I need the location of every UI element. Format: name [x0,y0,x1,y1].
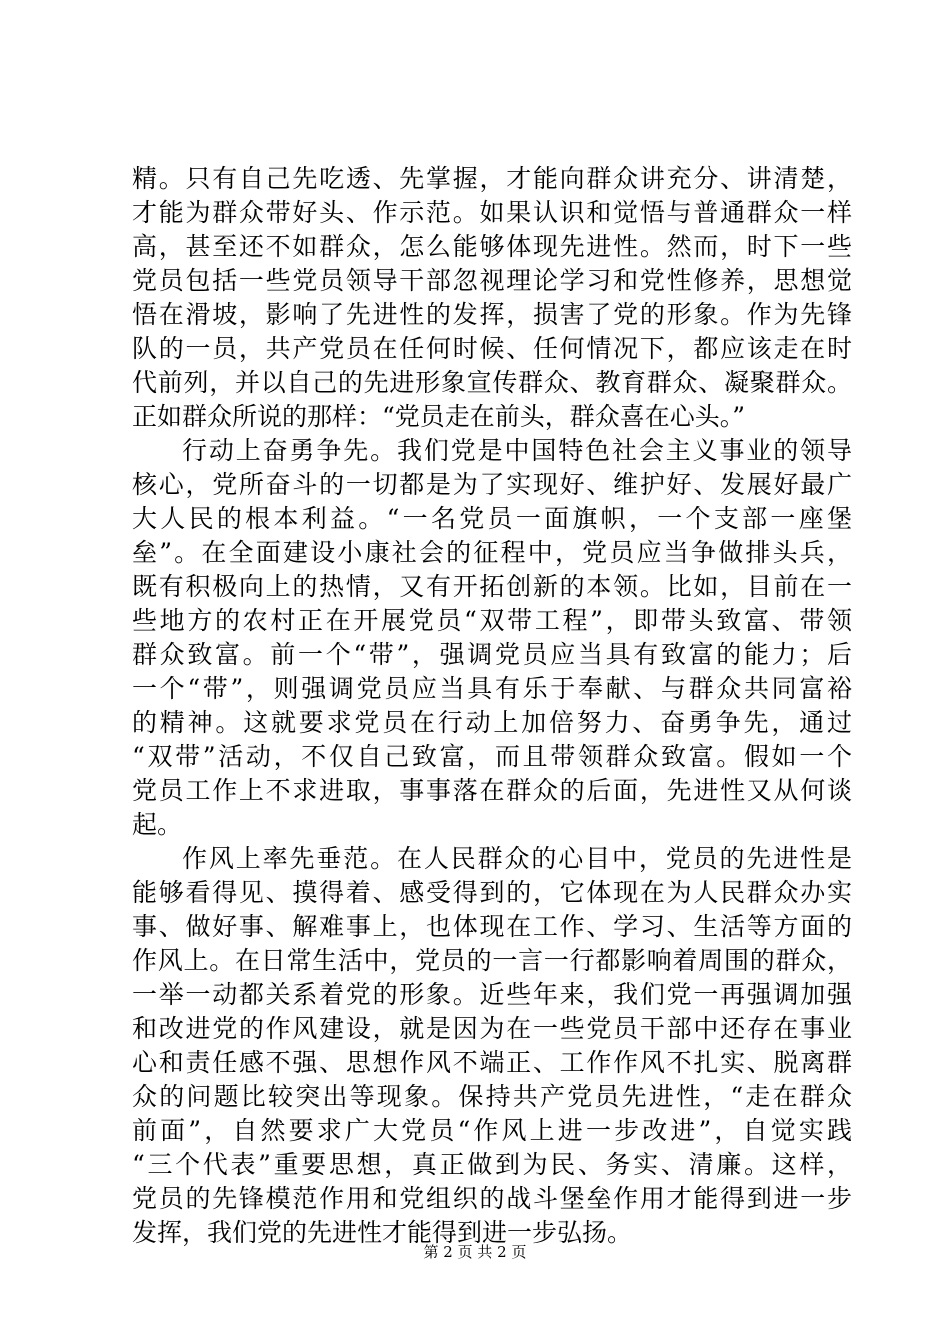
text-line: 群众致富。前一个“带”，强调党员应当具有致富的能力；后 [132,640,852,669]
text-line: 党员工作上不求进取，事事落在群众的后面，先进性又从何谈 [132,776,852,805]
text-line: 高，甚至还不如群众，怎么能够体现先进性。然而，时下一些 [132,232,852,261]
text-line: 悟在滑坡，影响了先进性的发挥，损害了党的形象。作为先锋 [132,300,852,329]
text-line: 前面”，自然要求广大党员“作风上进一步改进”，自觉实践 [132,1116,852,1145]
text-line: 起。 [132,810,183,839]
text-line: 的精神。这就要求党员在行动上加倍努力、奋勇争先，通过 [132,708,852,737]
text-line: 一个“带”，则强调党员应当具有乐于奉献、与群众共同富裕 [132,674,852,703]
text-line: 作风上。在日常生活中，党员的一言一行都影响着周围的群众， [132,946,852,975]
text-line: 既有积极向上的热情，又有开拓创新的本领。比如，目前在一 [132,572,852,601]
text-line: 和改进党的作风建设，就是因为在一些党员干部中还存在事业 [132,1014,852,1043]
text-line: 精。只有自己先吃透、先掌握，才能向群众讲充分、讲清楚， [132,164,852,193]
text-line: 大人民的根本利益。“一名党员一面旗帜，一个支部一座堡 [132,504,852,533]
body-text [132,162,852,1250]
page-footer: 第 2 页 共 2 页 [423,1243,527,1261]
text-line: 能够看得见、摸得着、感受得到的，它体现在为人民群众办实 [132,878,852,907]
text-line: 党员包括一些党员领导干部忽视理论学习和党性修养，思想觉 [132,266,852,295]
text-line: 心和责任感不强、思想作风不端正、工作作风不扎实、脱离群 [132,1048,852,1077]
paragraph-start-line: 作风上率先垂范。在人民群众的心目中，党员的先进性是 [182,844,852,873]
text-line: 核心，党所奋斗的一切都是为了实现好、维护好、发展好最广 [132,470,852,499]
text-line: “双带”活动，不仅自己致富，而且带领群众致富。假如一个 [132,742,852,771]
text-line: 些地方的农村正在开展党员“双带工程”，即带头致富、带领 [132,606,852,635]
text-line: 代前列，并以自己的先进形象宣传群众、教育群众、凝聚群众。 [132,368,852,397]
text-line: 队的一员，共产党员在任何时候、任何情况下，都应该走在时 [132,334,852,363]
text-line: 党员的先锋模范作用和党组织的战斗堡垒作用才能得到进一步 [132,1184,852,1213]
text-line: 垒”。在全面建设小康社会的征程中，党员应当争做排头兵， [132,538,852,567]
text-line: 事、做好事、解难事上，也体现在工作、学习、生活等方面的 [132,912,852,941]
paragraph-start-line: 行动上奋勇争先。我们党是中国特色社会主义事业的领导 [182,436,852,465]
text-line: 发挥，我们党的先进性才能得到进一步弘扬。 [132,1218,633,1247]
text-line: 正如群众所说的那样：“党员走在前头，群众喜在心头。” [132,402,746,431]
text-line: “三个代表”重要思想，真正做到为民、务实、清廉。这样， [132,1150,852,1179]
text-line: 众的问题比较突出等现象。保持共产党员先进性，“走在群众 [132,1082,852,1111]
text-line: 才能为群众带好头、作示范。如果认识和觉悟与普通群众一样 [132,198,852,227]
text-line: 一举一动都关系着党的形象。近些年来，我们党一再强调加强 [132,980,852,1009]
